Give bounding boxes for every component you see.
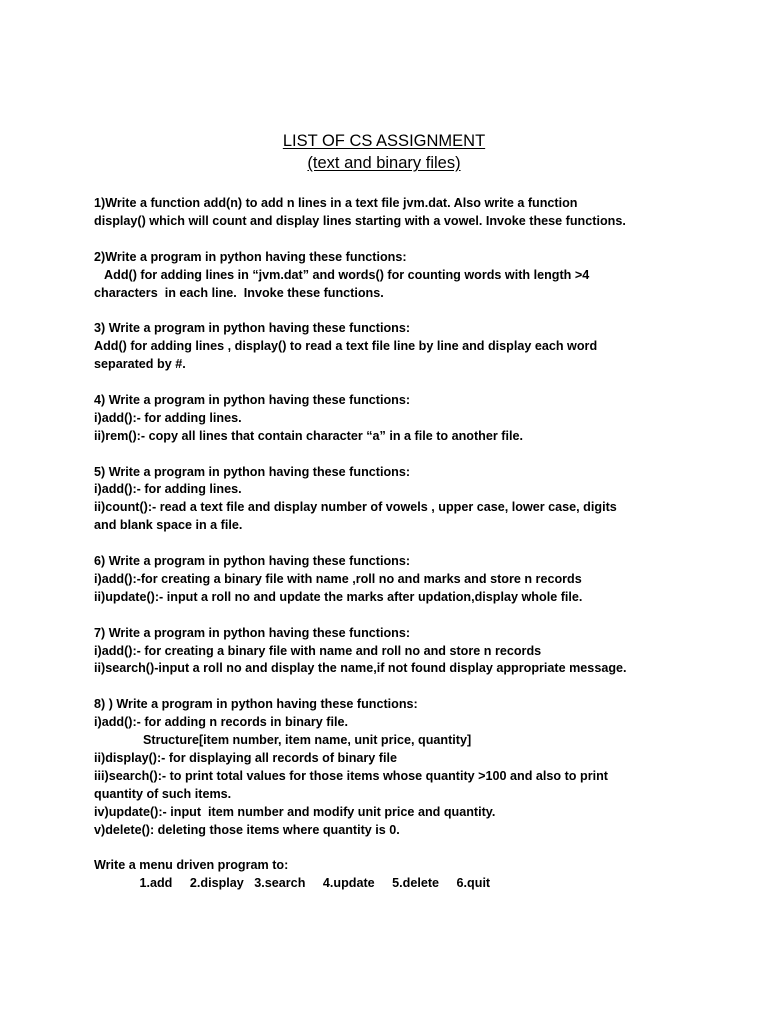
question-8-line: quantity of such items. (94, 786, 232, 801)
question-2 (94, 249, 714, 303)
question-4 (94, 392, 714, 446)
question-8-line: v)delete(): deleting those items where quantity is 0. (94, 822, 400, 837)
document-title (0, 130, 768, 174)
question-1-line: 1)Write a function add(n) to add n lines in a text file jvm.dat. Also write a function (94, 196, 578, 210)
assignment-list (94, 195, 714, 911)
question-2-line: Add() for adding lines in “jvm.dat” and words() for counting words with length >4 (94, 267, 590, 282)
question-7-line: ii)search()-input a roll no and display the name,if not found display appropriate message. (94, 661, 627, 676)
title-line-1: LIST OF CS ASSIGNMENT (282, 132, 486, 150)
question-1-line: display() which will count and display lines starting with a vowel. Invoke these functions. (94, 213, 626, 228)
question-7-line: 7) Write a program in python having these functions: (94, 625, 411, 640)
question-6-line: i)add():-for creating a binary file with name ,roll no and marks and store n records (94, 571, 582, 586)
question-8 (94, 696, 714, 839)
question-3-line: Add() for adding lines , display() to read a text file line by line and display each word (94, 339, 598, 354)
question-8-line: ii)display():- for displaying all records of binary file (94, 750, 398, 765)
question-3 (94, 320, 714, 374)
question-5 (94, 464, 714, 536)
menu-instruction (94, 857, 714, 893)
question-6 (94, 553, 714, 607)
question-8-line: iv)update():- input item number and modify unit price and quantity. (94, 804, 496, 819)
question-5-line: 5) Write a program in python having these functions: (94, 464, 411, 479)
question-5-line: ii)count():- read a text file and display number of vowels , upper case, lower case, digits (94, 500, 617, 515)
question-6-line: ii)update():- input a roll no and update the marks after updation,display whole file. (94, 589, 583, 604)
question-7 (94, 625, 714, 679)
menu-instruction-line: Write a menu driven program to: (94, 858, 289, 873)
question-5-line: i)add():- for adding lines. (94, 482, 242, 497)
question-2-line: 2)Write a program in python having these functions: (94, 249, 407, 264)
question-3-line: 3) Write a program in python having these functions: (94, 321, 411, 336)
question-4-line: 4) Write a program in python having these functions: (94, 392, 411, 407)
question-3-line: separated by #. (94, 357, 186, 372)
question-4-line: ii)rem():- copy all lines that contain character “a” in a file to another file. (94, 428, 523, 443)
question-8-line: iii)search():- to print total values for those items whose quantity >100 and also to print (94, 768, 608, 783)
question-5-line: and blank space in a file. (94, 518, 243, 533)
question-4-line: i)add():- for adding lines. (94, 410, 242, 425)
question-6-line: 6) Write a program in python having these functions: (94, 554, 411, 569)
question-2-line: characters in each line. Invoke these functions. (94, 285, 384, 300)
title-line-2: (text and binary files) (307, 154, 461, 172)
question-8-line: Structure[item number, item name, unit price, quantity] (94, 733, 472, 748)
question-7-line: i)add():- for creating a binary file with name and roll no and store n records (94, 643, 542, 658)
question-8-line: 8) ) Write a program in python having these functions: (94, 697, 418, 712)
question-8-line: i)add():- for adding n records in binary file. (94, 715, 348, 730)
menu-options-line: 1.add 2.display 3.search 4.update 5.delete 6.quit (94, 876, 491, 891)
question-1 (94, 195, 714, 231)
